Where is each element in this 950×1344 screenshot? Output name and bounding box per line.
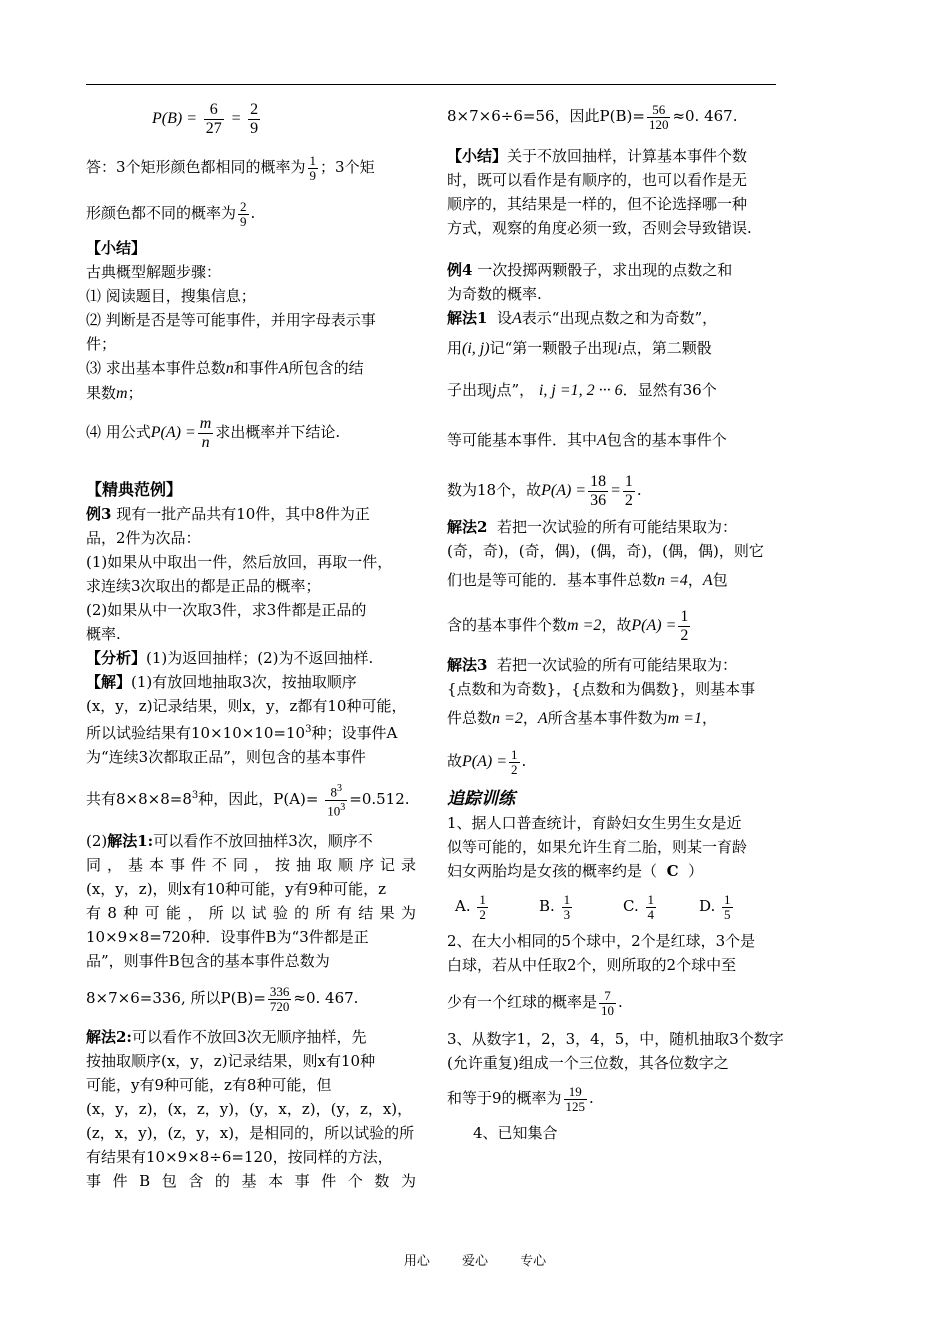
method-1-line: 有8种可能，所以试验的所有结果为: [86, 904, 416, 922]
pb-result-line: 8×7×6=336, 所以P(B)= $\frac{336}{720}$ ≈0. 467.: [86, 983, 359, 1014]
question-2-line: 白球，若从中任取2个，则所取的2个球中至: [447, 956, 737, 974]
question-4-line: 4、已知集合: [473, 1124, 558, 1142]
option-d: D. $\frac{1}{5}$: [699, 891, 731, 922]
solution-2-line: 解法2 若把一次试验的所有可能结果取为：: [447, 518, 737, 536]
summary-line: 顺序的，其结果是一样的，但不论选择哪一种: [447, 195, 748, 213]
example-3-line: (2)如果从中一次取3件，求3件都是正品的: [86, 601, 367, 619]
footer-item: 用心: [403, 1254, 430, 1269]
question-3-line: 和等于9的概率为 $\frac{19}{125}$ .: [447, 1083, 594, 1114]
summary-title: 【小结】: [86, 239, 147, 257]
example-4-line: 为奇数的概率.: [447, 285, 542, 303]
method-1-line: (2)解法1:可以看作不放回抽样3次，顺序不: [86, 832, 373, 850]
solution-line: 所以试验结果有$10\times 10\times 10=10^3$种；设事件A: [86, 724, 398, 742]
example-3-line: 求连续3次取出的都是正品的概率；: [86, 577, 321, 595]
footer-item: 专心: [520, 1254, 547, 1269]
footer-item: 爱心: [461, 1254, 488, 1269]
solution-line: 【解】(1)有放回地抽取3次，按抽取顺序: [86, 673, 357, 691]
right-column: [447, 92, 784, 1145]
solution-2-line: 含的基本事件个数m =2，故P(A) = $\frac{1}{2}$: [447, 607, 689, 644]
question-2-line: 2、在大小相同的5个球中，2个是红球，3个是: [447, 932, 756, 950]
method-1-line: 同，基本事件不同，按抽取顺序记录: [86, 856, 416, 874]
method-2-line: (z，x，y)，(z，y，x)，是相同的，所以试验的所: [86, 1124, 415, 1142]
question-3-line: (允许重复)组成一个三位数，其各位数字之: [447, 1054, 729, 1072]
method-2-line: 事件B包含的基本事件个数为: [86, 1172, 416, 1190]
question-1-options: [447, 883, 777, 929]
method-2-line: 有结果有10×9×8÷6=120，按同样的方法，: [86, 1148, 393, 1166]
page-footer: [0, 1250, 950, 1269]
example-3-line: 概率.: [86, 625, 121, 643]
question-1-line: 似等可能的，如果允许生育二胎，则某一育龄: [447, 838, 748, 856]
summary-line: ⑴ 阅读题目，搜集信息；: [86, 287, 256, 305]
solution-2-line: (奇，奇)，(奇，偶)，(偶，奇)，(偶，偶)，则它: [447, 542, 764, 560]
answer-line-1: 答：3个矩形颜色都相同的概率为 $\frac{1}{9}$ ；3个矩: [86, 152, 375, 183]
fraction: $\frac{6}{27}$: [205, 100, 222, 137]
pb-equation: P(B) = $\frac{6}{27}$ = $\frac{2}{9}$: [152, 100, 259, 137]
summary-line: 件；: [86, 335, 117, 353]
example-3-line: 例3 现有一批产品共有10件，其中8件为正: [86, 505, 370, 523]
question-1-line: 妇女两胎均是女孩的概率约是（ C ）: [447, 862, 704, 880]
method-1-line: 品”，则事件B包含的基本事件总数为: [86, 952, 330, 970]
step-3-line-1: ⑶ 求出基本事件总数n和事件A所包含的结: [86, 359, 364, 377]
method-2-line: 解法2:可以看作不放回3次无顺序抽样，先: [86, 1028, 367, 1046]
summary-line: 时，既可以看作是有顺序的，也可以看作是无: [447, 171, 748, 189]
solution-line: (x，y，z)记录结果，则x，y，z都有10种可能，: [86, 697, 407, 715]
option-c: C. $\frac{1}{4}$: [623, 891, 654, 922]
method-2-line: 可能，y有9种可能，z有8种可能，但: [86, 1076, 332, 1094]
solution-1-line: 等可能基本事件．其中A包含的基本事件个: [447, 431, 727, 449]
method-1-line: (x，y，z)，则x有10种可能，y有9种可能，z: [86, 880, 387, 898]
section-title: 【精典范例】: [86, 480, 183, 499]
option-b: B. $\frac{1}{3}$: [539, 891, 571, 922]
summary-line: 【小结】关于不放回抽样，计算基本事件个数: [447, 147, 748, 165]
step-3-line-2: 果数m；: [86, 384, 143, 402]
step-4-line: ⑷ 用公式P(A) = $\frac{m}{n}$ 求出概率并下结论.: [86, 414, 341, 451]
option-a: A. $\frac{1}{2}$: [455, 891, 486, 922]
question-2-line: 少有一个红球的概率是 $\frac{7}{10}$ .: [447, 987, 623, 1018]
method-1-line: 10×9×8=720种．设事件B为“3件都是正: [86, 928, 369, 946]
method-2-line: (x，y，z)，(x，z，y)，(y，x，z)，(y，z，x)，: [86, 1100, 413, 1118]
example-4-line: 例4 一次投掷两颗骰子，求出现的点数之和: [447, 261, 733, 279]
question-1-line: 1、据人口普查统计，育龄妇女生男生女是近: [447, 814, 742, 832]
tracking-practice-title: 追踪训练: [447, 789, 515, 809]
solution-2-line: 们也是等可能的．基本事件总数n =4，A包: [447, 571, 728, 589]
summary-line: ⑵ 判断是否是等可能事件，并用字母表示事: [86, 311, 376, 329]
solution-3-line: 件总数n =2，A所含基本事件数为m =1，: [447, 709, 717, 727]
solution-1-line: 数为18个，故P(A) = $\frac{18}{36}$ = $\frac{1}{2}$ .: [447, 472, 642, 509]
solution-3-line: {点数和为奇数}，{点数和为偶数}，则基本事: [447, 680, 756, 698]
solution-line: 为“连续3次都取正品”，则包含的基本事件: [86, 748, 366, 766]
solution-3-line: 解法3 若把一次试验的所有可能结果取为：: [447, 656, 737, 674]
question-3-line: 3、从数字1，2，3，4，5，中，随机抽取3个数字: [447, 1030, 784, 1048]
header-rule: [86, 84, 776, 85]
solution-1-line: 用(i, j)记“第一颗骰子出现i点，第二颗骰: [447, 339, 712, 357]
method-2-line: 按抽取顺序(x，y，z)记录结果，则x有10种: [86, 1052, 376, 1070]
solution-1-line: 子出现j点”， i, j =1, 2 ··· 6．显然有36个: [447, 381, 717, 399]
summary-line: 古典概型解题步骤：: [86, 263, 222, 281]
analysis-line: 【分析】(1)为返回抽样；(2)为不返回抽样.: [86, 649, 374, 667]
pa-result-line: 共有$8\times 8\times 8=8^3$种，因此，P(A)= $\frac{8^3}{10^3}$ =0.512.: [86, 783, 410, 818]
solution-1-line: 解法1 设A表示“出现点数之和为奇数”，: [447, 309, 718, 327]
solution-3-line: 故P(A) = $\frac{1}{2}$ .: [447, 746, 527, 777]
left-column: [86, 92, 416, 1193]
example-3-line: (1)如果从中取出一件，然后放回，再取一件，: [86, 553, 393, 571]
fraction: $\frac{2}{9}$: [250, 100, 259, 137]
summary-line: 方式，观察的角度必须一致，否则会导致错误.: [447, 219, 752, 237]
answer-line-2: 形颜色都不同的概率为 $\frac{2}{9}$ .: [86, 198, 256, 229]
example-3-line: 品，2件为次品：: [86, 529, 201, 547]
pb-continued-line: 8×7×6÷6=56，因此P(B)= $\frac{56}{120}$ ≈0. 467.: [447, 101, 738, 132]
